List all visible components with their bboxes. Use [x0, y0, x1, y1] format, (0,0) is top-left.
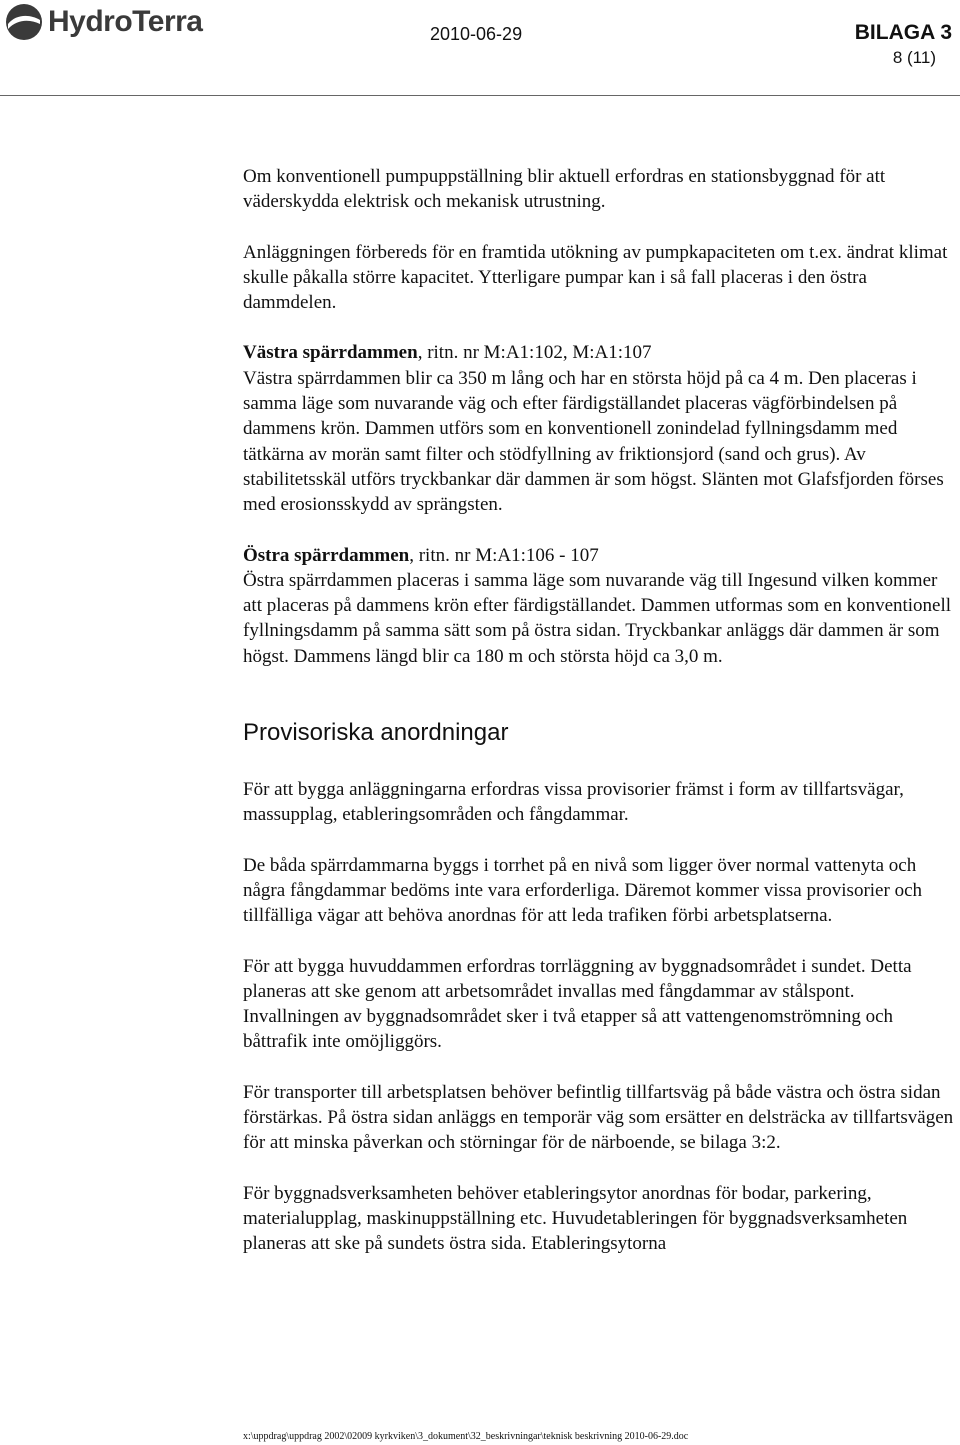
ostra-heading: Östra spärrdammen	[243, 544, 410, 566]
ostra-heading-line	[243, 543, 955, 568]
file-path-footer: x:\uppdrag\uppdrag 2002\02009 kyrkviken\3_dokument\32_beskrivningar\teknisk beskrivning 2010-06-29.doc	[243, 1431, 689, 1442]
paragraph-transporter: För transporter till arbetsplatsen behöver befintlig tillfartsväg på både västra och östra sidan förstärkas. På östra sidan anläggs en temporär väg som ersätter en delsträcka av tillfartsvägen för att minska påverkan och störningar för de närboende, se bilaga 3:2.	[243, 1081, 954, 1154]
paragraph-etablering: För byggnadsverksamheten behöver etableringsytor anordnas för bodar, parkering, materialupplag, maskinuppställning etc. Huvudetableringen för byggnadsverksamheten planeras att ske på sundets östra sida. Etableringsytorna	[243, 1182, 908, 1255]
paragraph-vastra: Västra spärrdammen blir ca 350 m lång och har en största höjd på ca 4 m. Den placeras i samma läge som nuvarande väg och efter färdigställandet placeras vägförbindelsen på dammens krön. Dammen utförs som en konventionell zonindelad fyllningsdamm med tätkärna av morän samt filter och stödfyllning av friktionsjord (sand och grus). Av stabilitetsskäl utförs tryckbankar där dammen är som högst. Slänten mot Glafsfjorden förses med erosionsskydd av sprängsten.	[243, 367, 944, 516]
ostra-drawing-ref: , ritn. nr M:A1:106 - 107	[409, 544, 599, 566]
document-body	[243, 164, 955, 1257]
paragraph-sparrdammar: De båda spärrdammarna byggs i torrhet på en nivå som ligger över normal vattenyta och några fångdammar bedöms inte vara erforderliga. Däremot kommer vissa provisorier och tillfälliga vägar att behöva anordnas för att leda trafiken förbi arbetsplatserna.	[243, 854, 922, 927]
page-header	[0, 0, 960, 100]
paragraph-provisorier: För att bygga anläggningarna erfordras vissa provisorier främst i form av tillfartsvägar, massupplag, etableringsområden och fångdammar.	[243, 779, 904, 826]
paragraph-ostra: Östra spärrdammen placeras i samma läge som nuvarande väg till Ingesund vilken kommer att placeras på dammens krön efter färdigställandet. Dammen utformas som en konventionell fyllningsdamm på samma sätt som på östra sidan. Tryckbankar anläggs där dammen är som högst. Dammens längd blir ca 180 m och största höjd ca 3,0 m.	[243, 569, 952, 667]
vastra-drawing-ref: , ritn. nr M:A1:102, M:A1:107	[417, 342, 652, 364]
paragraph-huvuddammen: För att bygga huvuddammen erfordras torrläggning av byggnadsområdet i sundet. Detta planeras att ske genom att arbetsområdet invallas med fångdammar av stålspont. Invallningen av byggnadsområdet sker i två etapper så att vattengenomströmning och båttrafik inte omöjliggörs.	[243, 955, 912, 1053]
section-heading-provisoriska: Provisoriska anordningar	[243, 719, 509, 747]
vastra-heading-line	[243, 340, 955, 365]
document-date: 2010-06-29	[430, 24, 523, 44]
vastra-heading: Västra spärrdammen	[243, 342, 418, 364]
appendix-label: BILAGA 3	[854, 21, 952, 44]
paragraph-pump-station: Om konventionell pumpuppställning blir aktuell erfordras en stationsbyggnad för att väderskydda elektrisk och mekanisk utrustning.	[243, 166, 886, 213]
logo-text: HydroTerra	[48, 5, 203, 38]
hydroterra-logo-icon	[4, 2, 44, 42]
paragraph-capacity: Anläggningen förbereds för en framtida utökning av pumpkapaciteten om t.ex. ändrat klimat skulle påkalla större kapacitet. Ytterligare pumpar kan i så fall placeras i den östra dammdelen.	[243, 241, 948, 314]
header-divider	[0, 95, 960, 96]
page-number: 8 (11)	[892, 48, 936, 67]
company-logo	[4, 2, 203, 42]
